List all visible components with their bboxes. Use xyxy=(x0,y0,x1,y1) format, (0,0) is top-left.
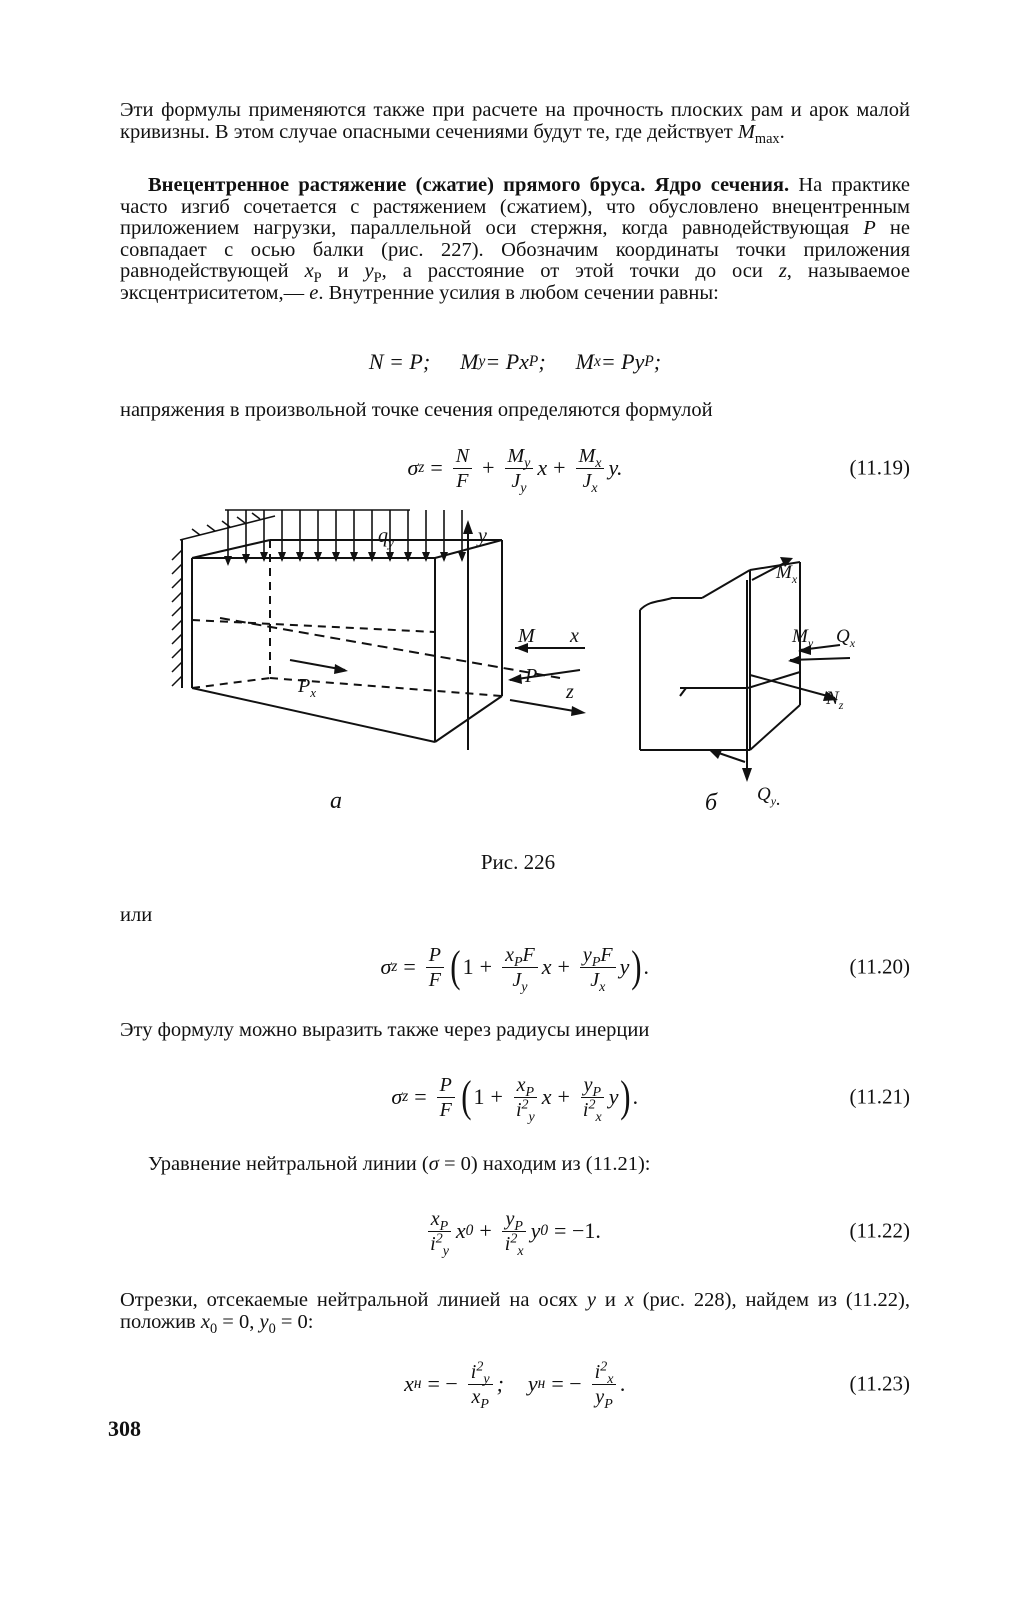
equation-number: (11.20) xyxy=(849,954,910,979)
page-number: 308 xyxy=(108,1416,141,1441)
label-x-a: x xyxy=(570,625,579,647)
label-z-a: z xyxy=(566,681,574,703)
label-p: P xyxy=(525,665,538,687)
equation-11-19: σ z = $\frac{N}{F}$ + $\frac{M_y}{J_y}$ x + $\frac{M_x}{J_x}$ y. (11.19) xyxy=(407,444,910,496)
section-heading: Внецентренное растяжение (сжатие) прямого бруса. Ядро сечения. xyxy=(148,174,790,196)
equation-number: (11.19) xyxy=(849,455,910,480)
section-element xyxy=(640,560,850,775)
equation-11-23: x н = − $\frac{i^2_y}{x_P}$ ; y н = − $\frac{i^2_x}{y_P}$ . (11.23) xyxy=(404,1358,910,1412)
paragraph-6: Уравнение нейтральной линии (σ = 0) находим из (11.21): xyxy=(148,1153,651,1175)
label-my: $M_y$ xyxy=(792,626,814,650)
sub-figure-label-a: а xyxy=(330,788,342,814)
equation-number: (11.23) xyxy=(849,1371,910,1396)
sub-figure-label-b: б xyxy=(705,790,718,816)
equation-11-21: σ z = $\frac{P}{F}$ ( 1 + $\frac{x_P}{i^2_y}$ x + $\frac{y_P}{i^2_x}$ y ) . (11.21) xyxy=(391,1072,910,1125)
paragraph-2: Внецентренное растяжение (сжатие) прямого бруса. Ядро сечения. На практике часто изгиб сочетается с растяжением (сжатием), что обусловлено внецентренным приложением нагрузки, параллельной оси стержня, когда равнодействующая P не совпадает с осью балки (рис. 227). Обозначим координаты точки приложения равнодействующей $x_P$ и $y_P$, а расстояние от этой точки до оси z, называемое эксцентриситетом,— e. Внутренние усилия в любом сечении равны: xyxy=(120,174,910,304)
label-nz: $N_z$ xyxy=(826,688,844,712)
equation-number: (11.21) xyxy=(849,1084,910,1109)
paragraph-1: Эти формулы применяются также при расчете на прочность плоских рам и арок малой кривизны. В этом случае опасными сечениями будут те, где действует $M_{max}$. xyxy=(120,99,910,147)
equation-number: (11.22) xyxy=(849,1218,910,1243)
label-qy-b: $Q_y$. xyxy=(757,784,781,810)
label-px: $P_x$ xyxy=(298,675,316,700)
beam xyxy=(192,540,560,742)
paragraph-5: Эту формулу можно выразить также через радиусы инерции xyxy=(120,1019,650,1041)
label-m: M xyxy=(518,625,535,647)
label-mx: $M_x$ xyxy=(776,562,798,586)
wall-hatching xyxy=(172,513,275,686)
figure-caption: Рис. 226 xyxy=(480,850,556,874)
label-qy: $q_y$ xyxy=(378,525,394,550)
label-qx: $Q_x$ xyxy=(836,626,856,650)
paragraph-3: напряжения в произвольной точке сечения определяются формулой xyxy=(120,399,713,421)
paragraph-4: или xyxy=(120,904,153,926)
equation-internal-forces: N = P; M y = Px P ; M x = Py P ; xyxy=(368,349,662,374)
paragraph-7: Отрезки, отсекаемые нейтральной линией на осях y и x (рис. 228), найдем из (11.22), положив $x_0 = 0$, $y_0 = 0$: xyxy=(120,1289,910,1337)
label-y-a: y xyxy=(478,525,487,547)
figure-226 xyxy=(0,500,1036,840)
equation-11-20: σ z = $\frac{P}{F}$ ( 1 + $\frac{x_PF}{J_y}$ x + $\frac{y_PF}{J_x}$ y ) . (11.20) xyxy=(380,942,910,995)
equation-11-22: $\frac{x_P}{i^2_y}$ x 0 + $\frac{y_P}{i^2_x}$ y 0 = −1. (11.22) xyxy=(120,1196,910,1266)
